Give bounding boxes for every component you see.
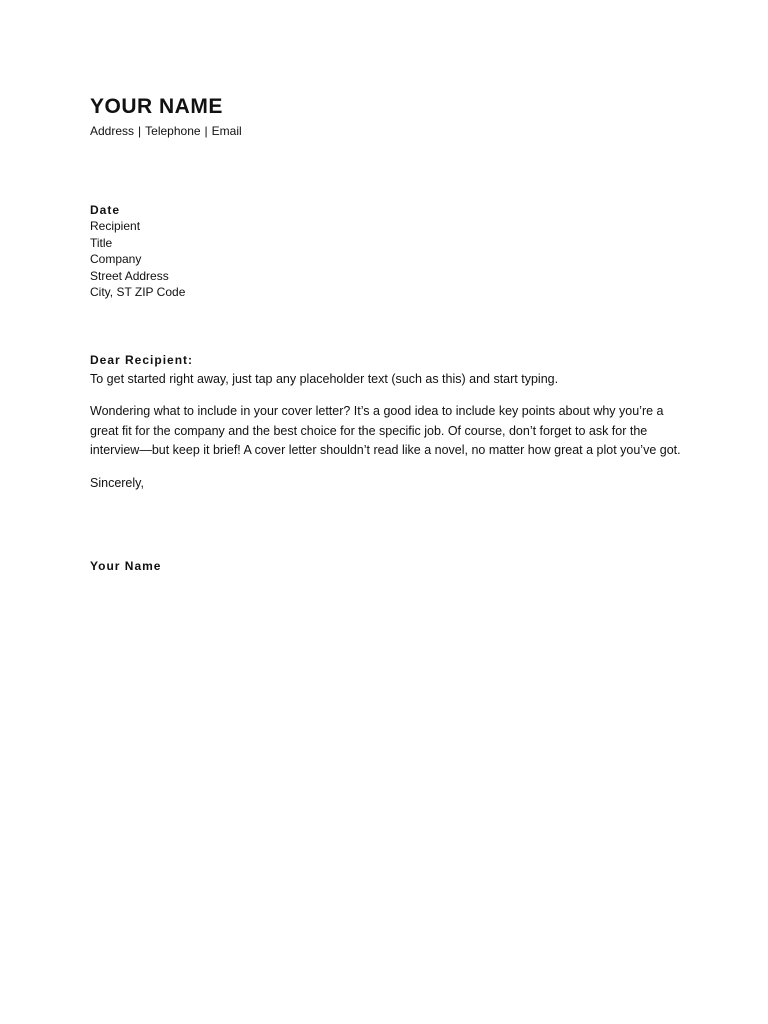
separator: |	[138, 124, 142, 138]
body-paragraph-1[interactable]: To get started right away, just tap any placeholder text (such as this) and start typing.	[90, 371, 559, 386]
contact-line	[90, 123, 690, 139]
salutation[interactable]: Dear Recipient:	[90, 352, 194, 367]
street-address-field[interactable]: Street Address	[90, 268, 169, 283]
city-state-zip-field[interactable]: City, ST ZIP Code	[90, 285, 186, 300]
letter-content	[90, 94, 690, 574]
body-paragraph-2[interactable]: Wondering what to include in your cover letter? It’s a good idea to include key points about why you’re a great fit for the company and the best choice for the specific job. Of course, don’t forget to ask for the interview—but keep it brief! A cover letter shouldn’t read like a novel, no matter how great a plot you’ve got.	[90, 404, 681, 458]
sender-name[interactable]: YOUR NAME	[90, 95, 223, 118]
address-field[interactable]: Address	[90, 124, 135, 138]
title-field[interactable]: Title	[90, 235, 113, 250]
recipient-address-block	[90, 218, 690, 301]
telephone-field[interactable]: Telephone	[145, 124, 201, 138]
signature-name[interactable]: Your Name	[90, 558, 162, 573]
date-field[interactable]: Date	[90, 203, 121, 217]
company-field[interactable]: Company	[90, 252, 142, 267]
recipient-field[interactable]: Recipient	[90, 219, 141, 233]
email-field[interactable]: Email	[211, 124, 242, 138]
closing[interactable]: Sincerely,	[90, 475, 144, 490]
separator: |	[204, 124, 208, 138]
